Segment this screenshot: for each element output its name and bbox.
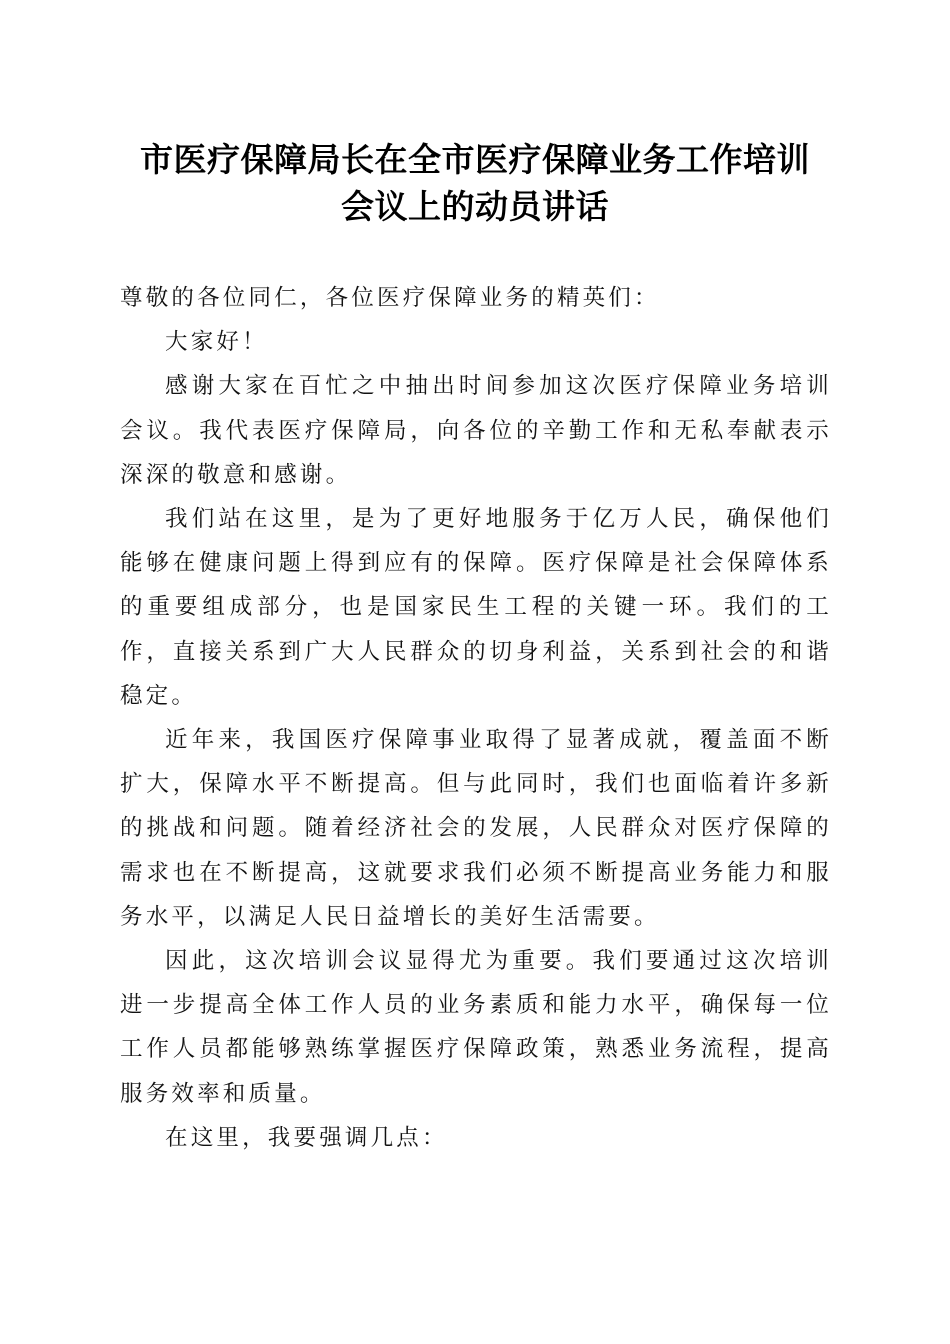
document-body [120, 276, 832, 1160]
paragraph-greeting: 大家好！ [165, 329, 268, 356]
paragraph-training-importance: 因此，这次培训会议显得尤为重要。我们要通过这次培训进一步提高全体工作人员的业务素质和能力水平，确保每一位工作人员都能够熟练掌握医疗保障政策，熟悉业务流程，提高服务效率和质量。 [120, 948, 832, 1107]
paragraph-purpose: 我们站在这里，是为了更好地服务于亿万人民，确保他们能够在健康问题上得到应有的保障。医疗保障是社会保障体系的重要组成部分，也是国家民生工程的关键一环。我们的工作，直接关系到广大人民群众的切身利益，关系到社会的和谐稳定。 [120, 506, 832, 709]
salutation: 尊敬的各位同仁，各位医疗保障业务的精英们： [120, 285, 660, 311]
paragraph-emphasis-intro: 在这里，我要强调几点： [165, 1124, 448, 1151]
title-line-1: 市医疗保障局长在全市医疗保障业务工作培训 [140, 140, 810, 179]
paragraph-achievements: 近年来，我国医疗保障事业取得了显著成就，覆盖面不断扩大，保障水平不断提高。但与此同时，我们也面临着许多新的挑战和问题。随着经济社会的发展，人民群众对医疗保障的需求也在不断提高，这就要求我们必须不断提高业务能力和服务水平，以满足人民日益增长的美好生活需要。 [120, 727, 832, 930]
paragraph-thanks: 感谢大家在百忙之中抽出时间参加这次医疗保障业务培训会议。我代表医疗保障局，向各位的辛勤工作和无私奉献表示深深的敬意和感谢。 [120, 373, 832, 488]
title-line-2: 会议上的动员讲话 [341, 187, 609, 226]
document-title [110, 136, 840, 230]
